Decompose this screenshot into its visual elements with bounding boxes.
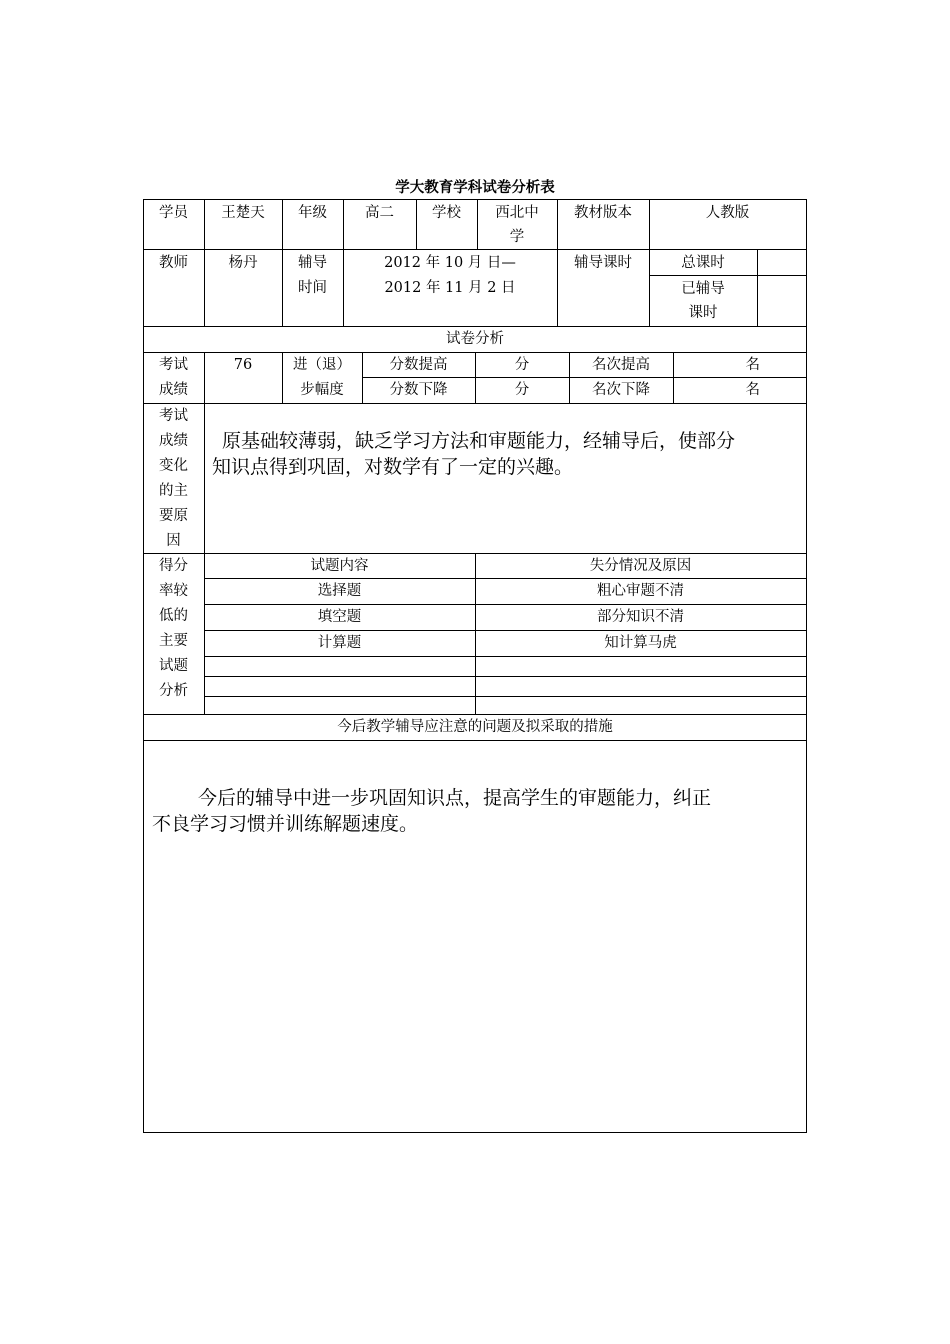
student-label: 学员: [159, 205, 188, 221]
tutor-time-label-2: 时间: [298, 280, 327, 296]
score-down-unit: 分: [514, 382, 530, 398]
rank-up-label: 名次提高: [592, 357, 650, 373]
student-name: 王楚天: [221, 205, 265, 221]
tutor-time-end: 2012 年 11 月 2 日: [384, 280, 516, 296]
table-row-reason: 粗心审题不清: [597, 583, 684, 599]
low-score-label-4: 主要: [159, 633, 188, 649]
col-content-header: 试题内容: [310, 558, 369, 574]
score-label-2: 成绩: [159, 382, 188, 398]
teacher-name: 杨丹: [228, 255, 258, 271]
grade-label: 年级: [298, 205, 327, 221]
change-label-2: 步幅度: [300, 382, 344, 398]
grade-value: 高二: [365, 205, 394, 221]
total-hours-label: 总课时: [681, 255, 725, 271]
table-row-content: 计算题: [317, 635, 362, 651]
reason-label-4: 的主: [159, 483, 188, 499]
page-title: 学大教育学科试卷分析表: [395, 179, 555, 196]
low-score-label-6: 分析: [159, 683, 188, 699]
score-label-1: 考试: [159, 357, 188, 373]
reason-text-line-1: 原基础较薄弱，缺乏学习方法和审题能力，经辅导后，使部分: [222, 430, 736, 452]
reason-text-line-2: 知识点得到巩固，对数学有了一定的兴趣。: [212, 456, 574, 478]
textbook-label: 教材版本: [574, 205, 632, 221]
table-row-content: 填空题: [317, 609, 362, 625]
low-score-label-1: 得分: [159, 558, 188, 574]
measures-text-line-2: 不良学习习惯并训练解题速度。: [152, 813, 419, 835]
low-score-label-3: 低的: [159, 608, 188, 624]
table-row-reason: 部分知识不清: [597, 609, 684, 625]
score-up-unit: 分: [514, 357, 530, 373]
reason-label-2: 成绩: [159, 433, 188, 449]
school-line-1: 西北中: [495, 205, 539, 221]
low-score-label-2: 率较: [159, 583, 188, 599]
reason-label-5: 要原: [159, 508, 188, 524]
table-row-content: 选择题: [317, 583, 362, 599]
hours-label: 辅导课时: [574, 255, 632, 271]
score-up-label: 分数提高: [389, 357, 448, 373]
tutor-time-label-1: 辅导: [298, 255, 327, 271]
reason-label-3: 变化: [159, 458, 188, 474]
reason-label-6: 因: [166, 533, 181, 549]
school-label: 学校: [432, 205, 461, 221]
score-value: 76: [233, 357, 253, 373]
teacher-label: 教师: [159, 255, 188, 271]
low-score-label-5: 试题: [159, 658, 188, 674]
tutor-time-start: 2012 年 10 月 日—: [384, 255, 516, 271]
table-row-reason: 知计算马虎: [604, 635, 677, 651]
rank-down-label: 名次下降: [592, 382, 650, 398]
done-hours-label-2: 课时: [688, 305, 718, 321]
col-reason-header: 失分情况及原因: [589, 558, 692, 574]
done-hours-label-1: 已辅导: [681, 281, 725, 297]
rank-down-unit: 名: [745, 382, 760, 398]
school-line-2: 学: [509, 229, 525, 245]
analysis-header: 试卷分析: [446, 331, 504, 347]
reason-label-1: 考试: [159, 408, 188, 424]
measures-text-line-1: 今后的辅导中进一步巩固知识点，提高学生的审题能力，纠正: [198, 787, 712, 809]
score-down-label: 分数下降: [389, 382, 448, 398]
textbook-value: 人教版: [705, 205, 750, 221]
rank-up-unit: 名: [745, 357, 760, 373]
change-label-1: 进（退）: [293, 357, 351, 373]
measures-header: 今后教学辅导应注意的问题及拟采取的措施: [337, 719, 613, 735]
